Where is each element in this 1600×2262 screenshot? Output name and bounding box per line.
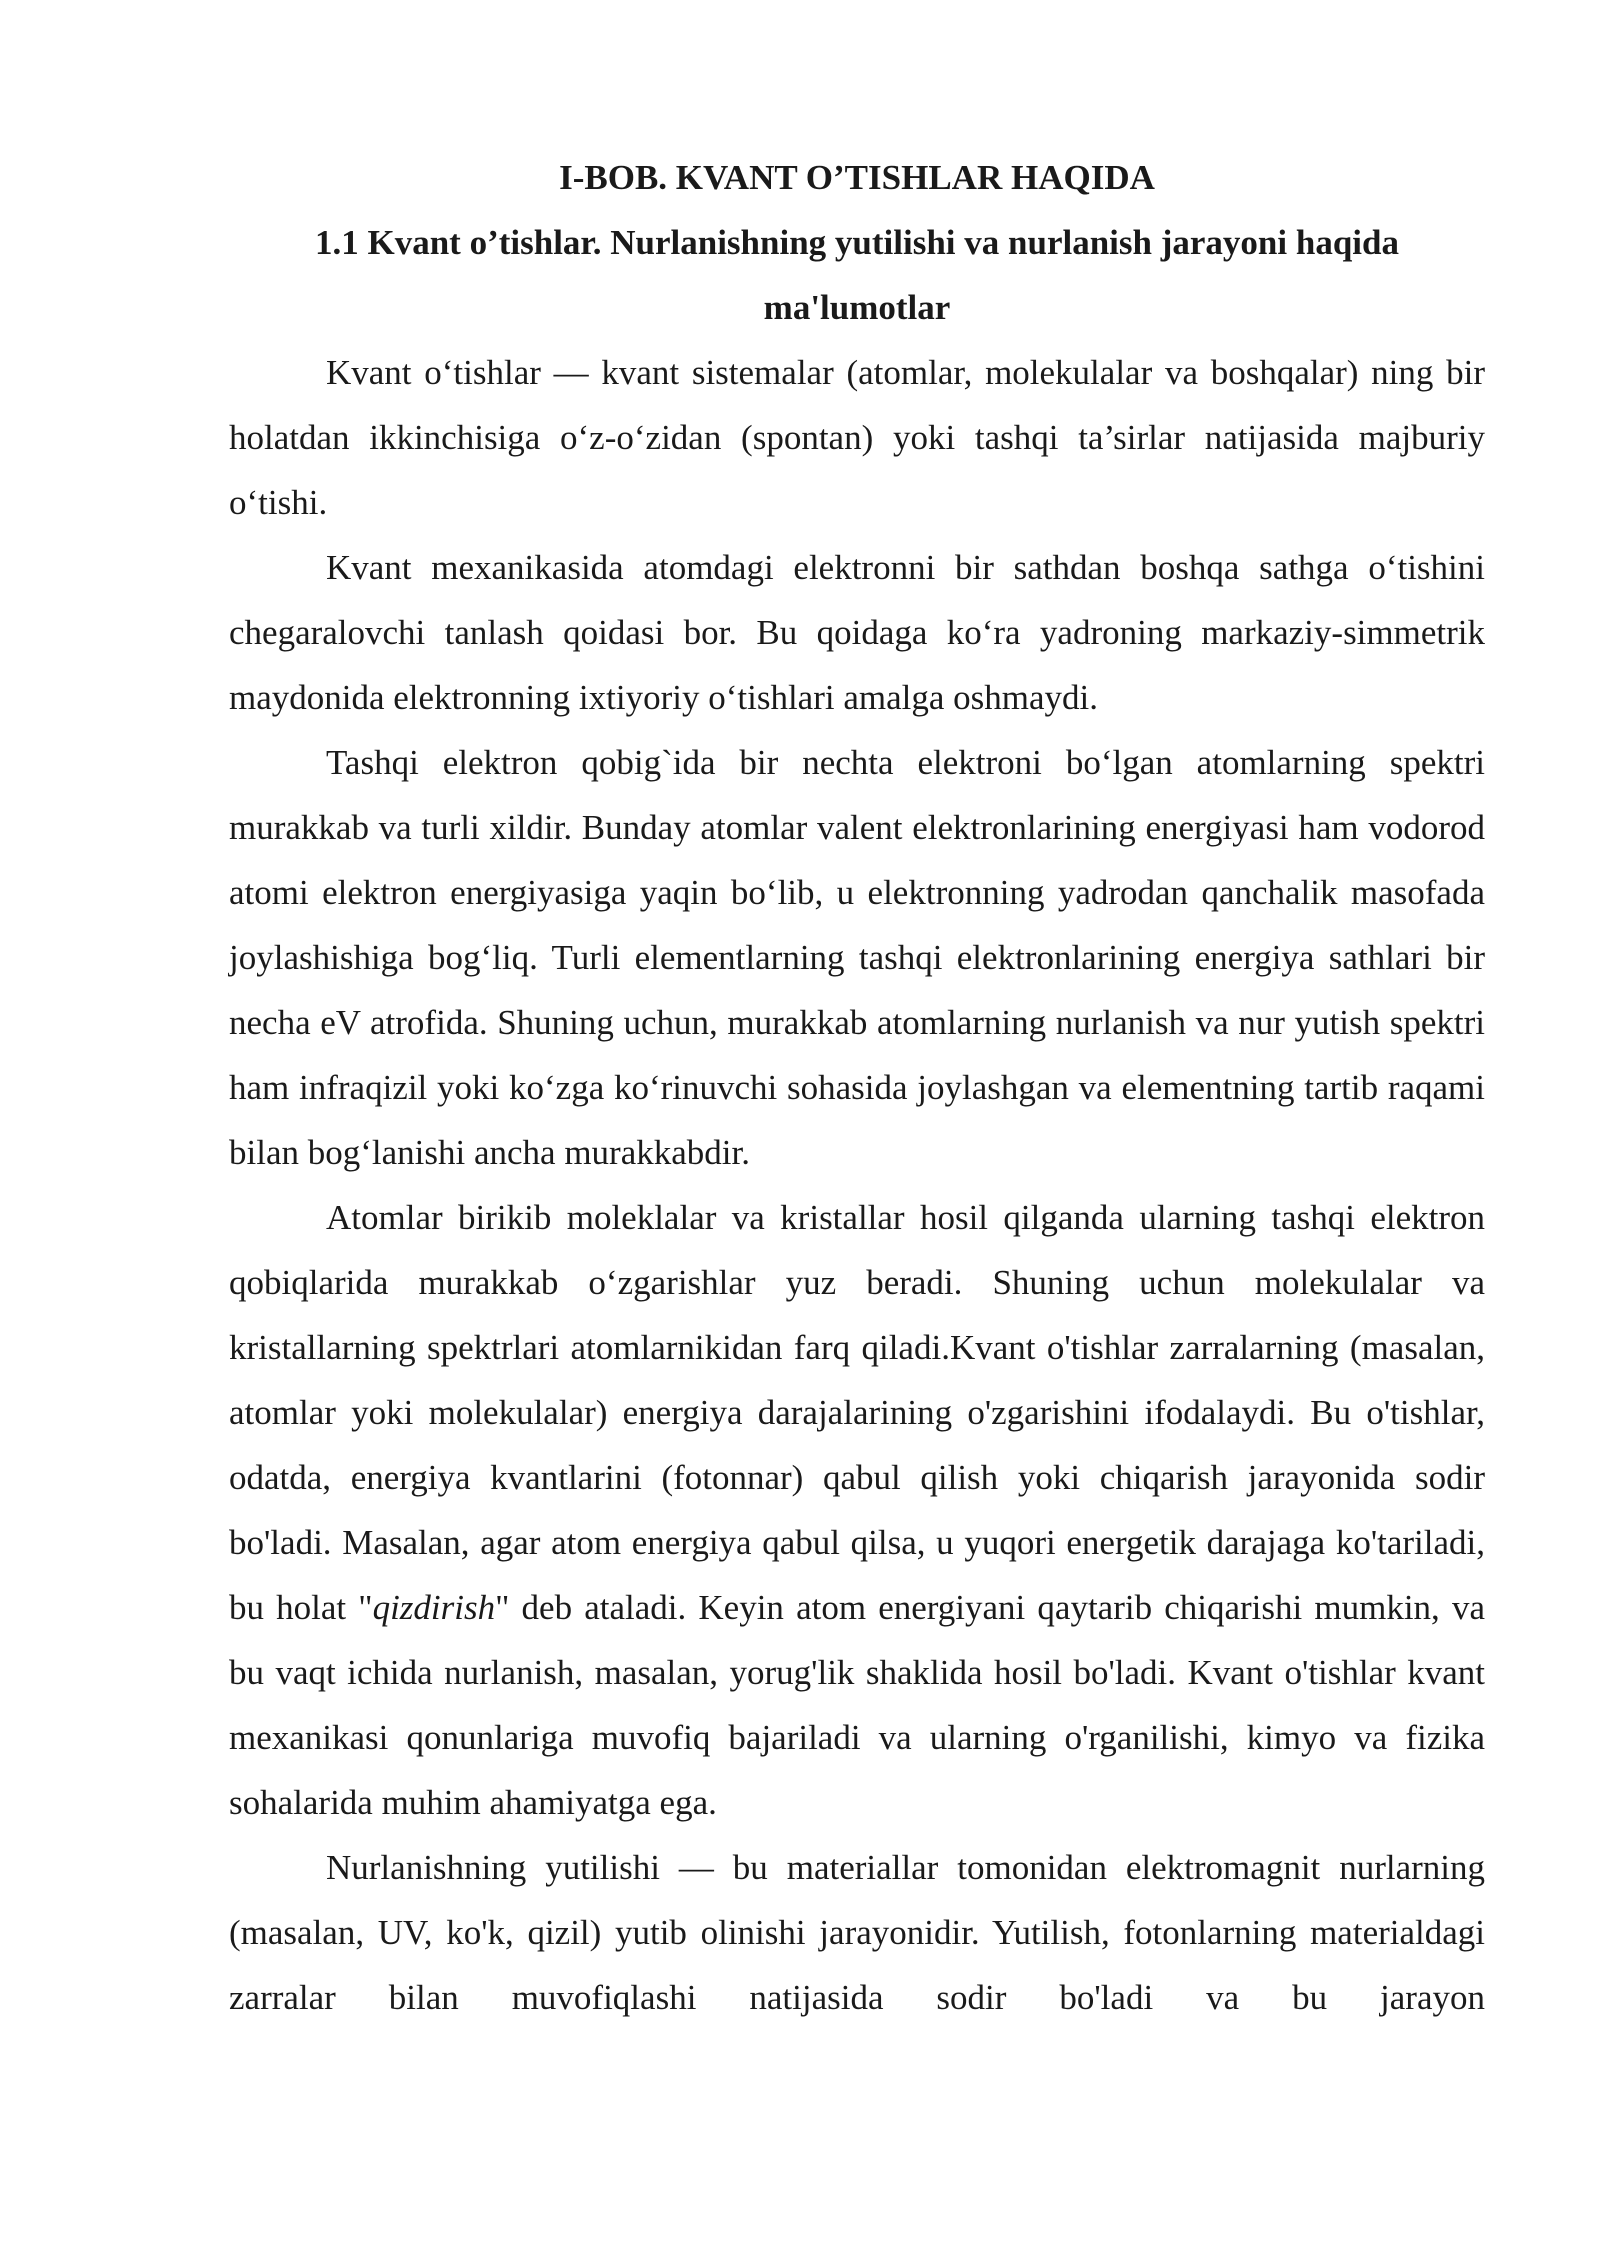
paragraph-4 bbox=[229, 1185, 1485, 1835]
paragraph-4-part-2: " deb ataladi. Keyin atom energiyani qaytarib chiqarishi mumkin, va bu vaqt ichida nurlanish, masalan, yorug'lik shaklida hosil bo'ladi. Kvant o'tishlar kvant mexanikasi qonunlariga muvofiq bajariladi va ularning o'rganilishi, kimyo va fizika sohalarida muhim ahamiyatga ega. bbox=[229, 1588, 1485, 1822]
paragraph-5: Nurlanishning yutilishi — bu materiallar tomonidan elektromagnit nurlarning (masalan, UV, ko'k, qizil) yutib olinishi jarayonidir. Yutilish, fotonlarning materialdagi zarralar bilan muvofiqlashi natijasida sodir bo'ladi va bu jarayon bbox=[229, 1848, 1485, 2017]
paragraph-1: Kvant o‘tishlar — kvant sistemalar (atomlar, molekulalar va boshqalar) ning bir holatdan ikkinchisiga o‘z-o‘zidan (spontan) yoki tashqi ta’sirlar natijasida majburiy o‘tishi. bbox=[229, 353, 1485, 522]
paragraph-2: Kvant mexanikasida atomdagi elektronni bir sathdan boshqa sathga o‘tishini chegaralovchi tanlash qoidasi bor. Bu qoidaga ko‘ra yadroning markaziy-simmetrik maydonida elektronning ixtiyoriy o‘tishlari amalga oshmaydi. bbox=[229, 548, 1485, 717]
paragraph-4-part-1: Atomlar birikib moleklalar va kristallar hosil qilganda ularning tashqi elektron qobiqlarida murakkab o‘zgarishlar yuz beradi. Shuning uchun molekulalar va kristallarning spektrlari atomlarnikidan farq qiladi.Kvant o'tishlar zarralarning (masalan, atomlar yoki molekulalar) energiya darajalarining o'zgarishini ifodalaydi. Bu o'tishlar, odatda, energiya kvantlarini (fotonnar) qabul qilish yoki chiqarish jarayonida sodir bo'ladi. Masalan, agar atom energiya qabul qilsa, u yuqori energetik darajaga ko'tariladi, bu holat " bbox=[229, 1198, 1485, 1627]
document-page bbox=[229, 145, 1485, 2030]
paragraph-3: Tashqi elektron qobig`ida bir nechta elektroni bo‘lgan atomlarning spektri murakkab va turli xildir. Bunday atomlar valent elektronlarining energiyasi ham vodorod atomi elektron energiyasiga yaqin bo‘lib, u elektronning yadrodan qanchalik masofada joylashishiga bog‘liq. Turli elementlarning tashqi elektronlarining energiya sathlari bir necha eV atrofida. Shuning uchun, murakkab atomlarning nurlanish va nur yutish spektri ham infraqizil yoki ko‘zga ko‘rinuvchi sohasida joylashgan va elementning tartib raqami bilan bog‘lanishi ancha murakkabdir. bbox=[229, 743, 1485, 1172]
chapter-title: I-BOB. KVANT O’TISHLAR HAQIDA bbox=[559, 158, 1155, 197]
paragraph-4-italic-term: qizdirish bbox=[372, 1588, 496, 1627]
section-title: 1.1 Kvant o’tishlar. Nurlanishning yutilishi va nurlanish jarayoni haqida ma'lumotlar bbox=[314, 223, 1399, 327]
